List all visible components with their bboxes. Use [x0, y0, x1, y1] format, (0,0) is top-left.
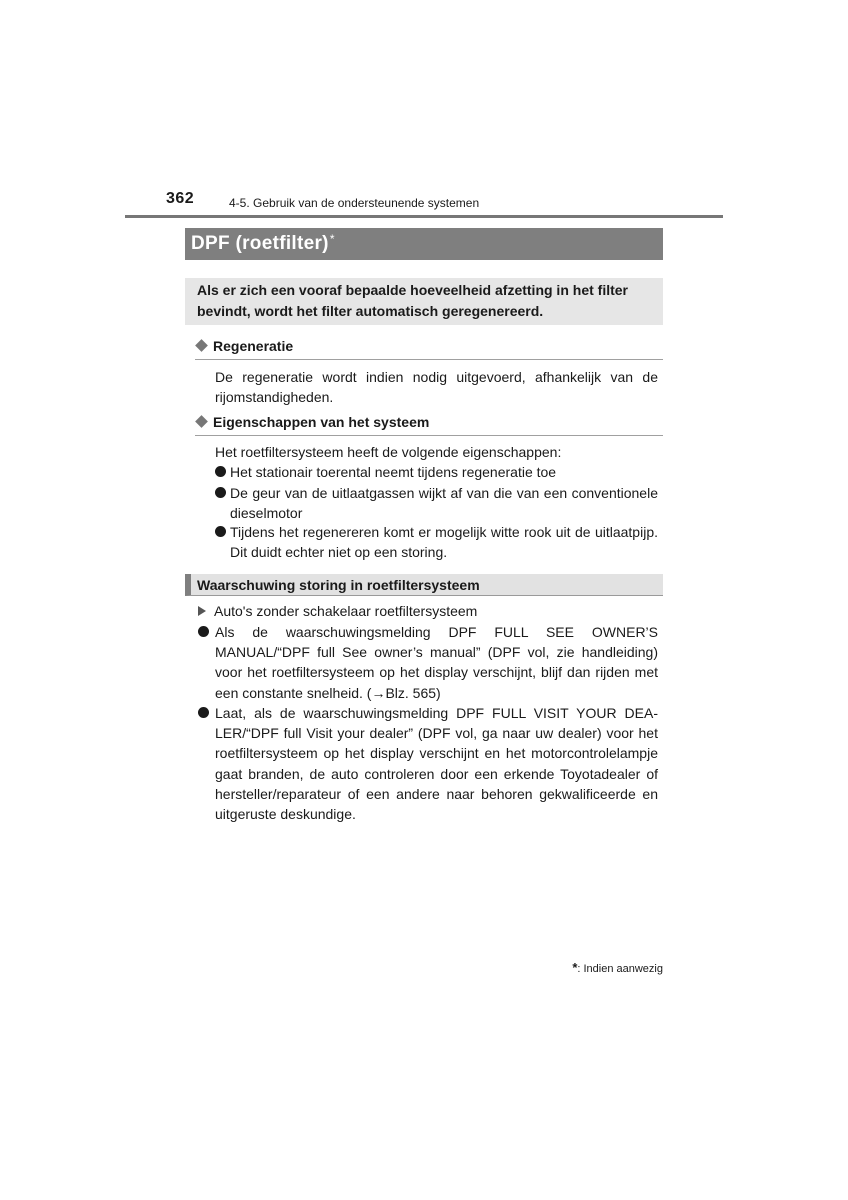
list-item [215, 483, 658, 523]
bullet-icon [215, 526, 226, 537]
footnote-text: : Indien aanwezig [577, 963, 663, 975]
footnote [572, 960, 663, 975]
triangle-right-icon [198, 606, 206, 616]
list-item-text: Tijdens het regenereren komt er mogelijk witte rook uit de uitlaatpijp. Dit duidt echter niet op een storing. [230, 524, 658, 560]
title-marker: * [329, 231, 335, 246]
diamond-icon [195, 339, 208, 352]
subheading-label: Eigenschappen van het systeem [213, 414, 430, 430]
subheading-regeneratie [195, 338, 663, 360]
bullet-icon [215, 487, 226, 498]
bullet-icon [198, 707, 209, 718]
warning-heading: Waarschuwing storing in roetfiltersysteem [185, 574, 663, 596]
title-bar [185, 228, 663, 260]
regeneratie-text: De regeneratie wordt indien nodig uitgevoerd, afhankelijk van de rijomstandigheden. [215, 369, 658, 405]
warning-item-text: Als de waarschuwingsmelding DPF FULL SEE OWNER’S MANUAL/“DPF full See owner’s manual” (DPF vol, zie handleiding) voor het roetfiltersysteem op het display verschijnt, blijf dan rijden met een constante snelheid. (→Blz. 565) [215, 624, 658, 701]
warning-subheading [198, 601, 477, 621]
list-item-text: De geur van de uitlaatgassen wijkt af van die van een conventionele dieselmotor [230, 485, 658, 521]
list-item [215, 462, 658, 482]
bullet-icon [198, 626, 209, 637]
summary-box: Als er zich een vooraf bepaalde hoeveelheid afzetting in het filter bevindt, wordt het filter automatisch geregenereerd. [185, 278, 663, 325]
list-item [215, 522, 658, 562]
subheading-eigenschappen [195, 414, 663, 436]
warning-item [198, 703, 658, 824]
bullet-icon [215, 466, 226, 477]
list-item-text: Het stationair toerental neemt tijdens regeneratie toe [230, 464, 557, 480]
warning-item [198, 622, 658, 703]
footnote-marker: * [572, 960, 578, 975]
eigenschappen-intro: Het roetfiltersysteem heeft de volgende eigenschappen: [215, 444, 562, 460]
header-rule [125, 215, 723, 218]
section-title: 4-5. Gebruik van de ondersteunende systemen [229, 196, 480, 210]
diamond-icon [195, 415, 208, 428]
page-number: 362 [166, 190, 195, 207]
subheading-label: Regeneratie [213, 338, 294, 354]
page-title: DPF (roetfilter) [191, 233, 329, 254]
warning-item-text: Laat, als de waarschuwingsmelding DPF FULL VISIT YOUR DEALER/“DPF full Visit your dealer” (DPF vol, ga naar uw dealer) voor het roetfiltersysteem op het display verschijnt en het motorcontrolelampje gaat branden, de auto controleren door een erkende Toyotadealer of hersteller/reparateur of een andere naar behoren gekwalificeerde en uitgeruste deskundige. [215, 705, 658, 823]
warning-subheading-label: Auto's zonder schakelaar roetfiltersysteem [214, 603, 478, 619]
